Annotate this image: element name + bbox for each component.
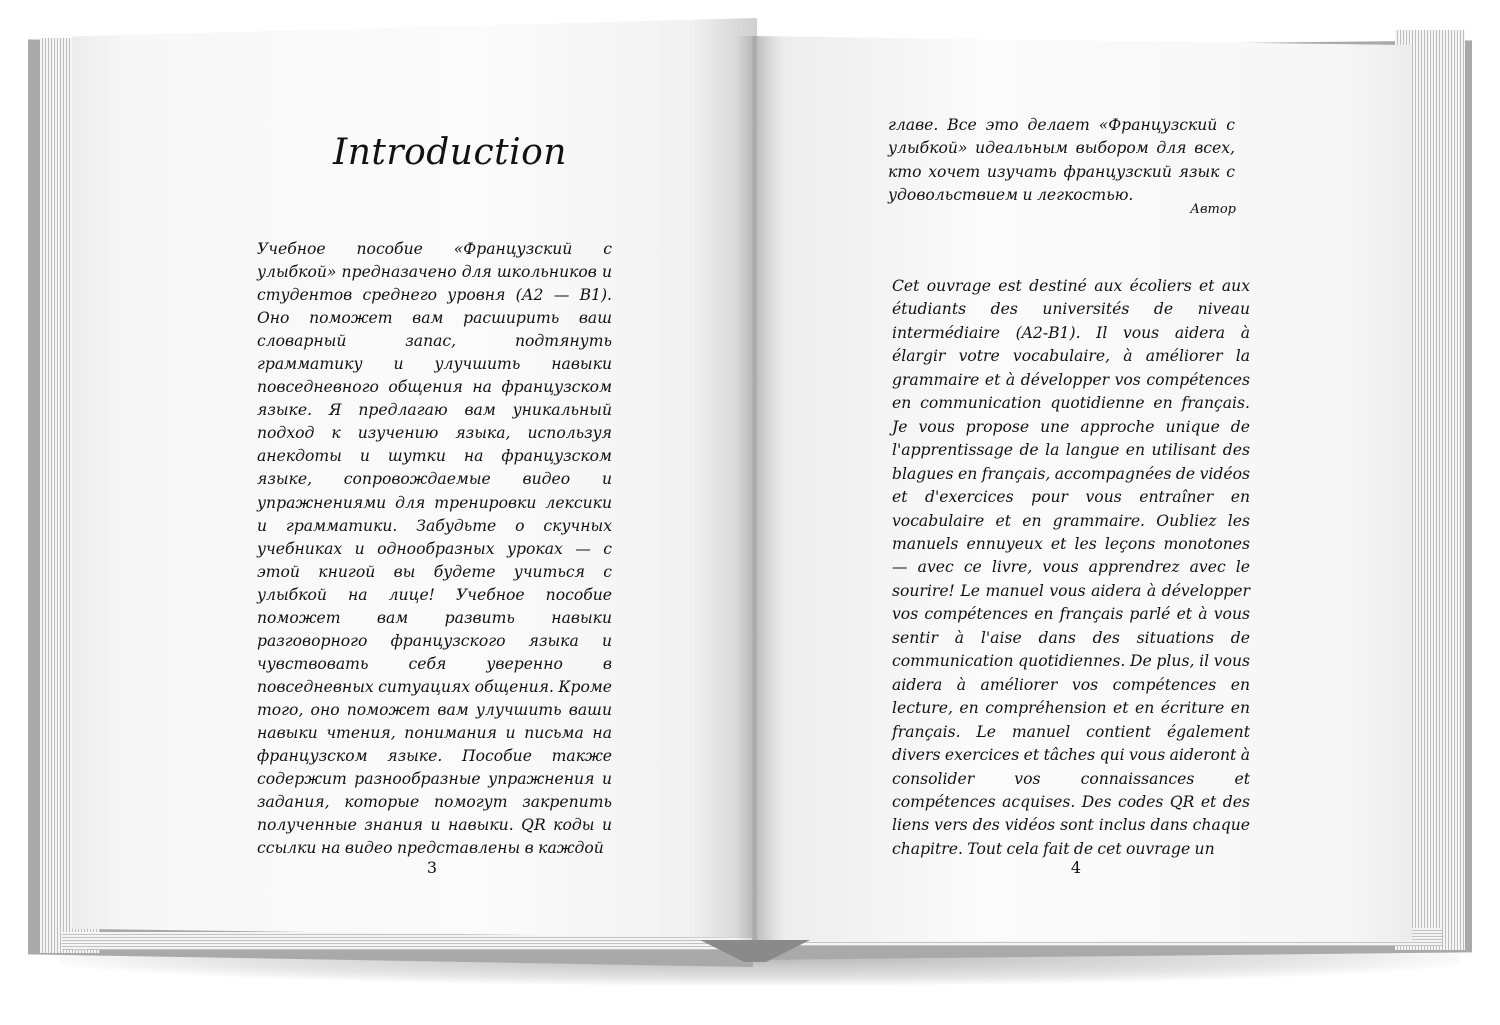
left-page-number: 3	[426, 858, 438, 877]
right-page-number: 4	[1070, 858, 1082, 877]
right-page-body: Cet ouvrage est destiné aux écoliers et aux étudiants des universités de niveau intermédiaire (A2-B1). Il vous aidera à élargir votre vocabulaire, à améliorer la grammaire et à développer vos compétences en communication quotidienne en français. Je vous propose une approche unique de l'apprentissage de la langue en utilisant des blagues en français, accompagnées de vidéos et d'exercices pour vous entraîner en vocabulaire et en grammaire. Oubliez les manuels ennuyeux et les leçons monotones — avec ce livre, vous apprendrez avec le sourire! Le manuel vous aidera à développer vos compétences en français parlé et à vous sentir à l'aise dans des situations de communication quotidiennes. De plus, il vous aidera à améliorer vos compétences en lecture, en compréhension et en écriture en français. Le manuel contient également divers exercices et tâches qui vous aideront à consolider vos connaissances et compétences acquises. Des codes QR et des liens vers des vidéos sont inclus dans chaque chapitre. Tout cela fait de cet ouvrage un	[892, 277, 1250, 858]
right-page-continuation: главе. Все это делает «Французский с улыбкой» идеальным выбором для всех, кто хочет изучать французский язык с удовольствием и легкостью.	[888, 116, 1235, 204]
page-title: Introduction	[333, 132, 567, 173]
left-page-body: Учебное пособие «Французский с улыбкой» предназачено для школьников и студентов среднего уровня (А2 — В1). Оно поможет вам расширить ваш словарный запас, подтянуть грамматику и улучшить навыки повседневного общения на французском языке. Я предлагаю вам уникальный подход к изучению языка, используя анекдоты и шутки на французском языке, сопровождаемые видео и упражнениями для тренировки лексики и грамматики. Забудьте о скучных учебниках и однообразных уроках — с этой книгой вы будете учиться с улыбкой на лице! Учебное пособие поможет вам развить навыки разговорного французского языка и чувствовать себя уверенно в повседневных ситуациях общения. Кроме того, оно поможет вам улучшить ваши навыки чтения, понимания и письма на французском языке. Пособие также содержит разнообразные упражнения и задания, которые помогут закрепить полученные знания и навыки. QR коды и ссылки на видео представлены в каждой	[257, 240, 612, 858]
book-gutter	[735, 36, 775, 941]
author-signature: Автор	[1190, 202, 1236, 217]
